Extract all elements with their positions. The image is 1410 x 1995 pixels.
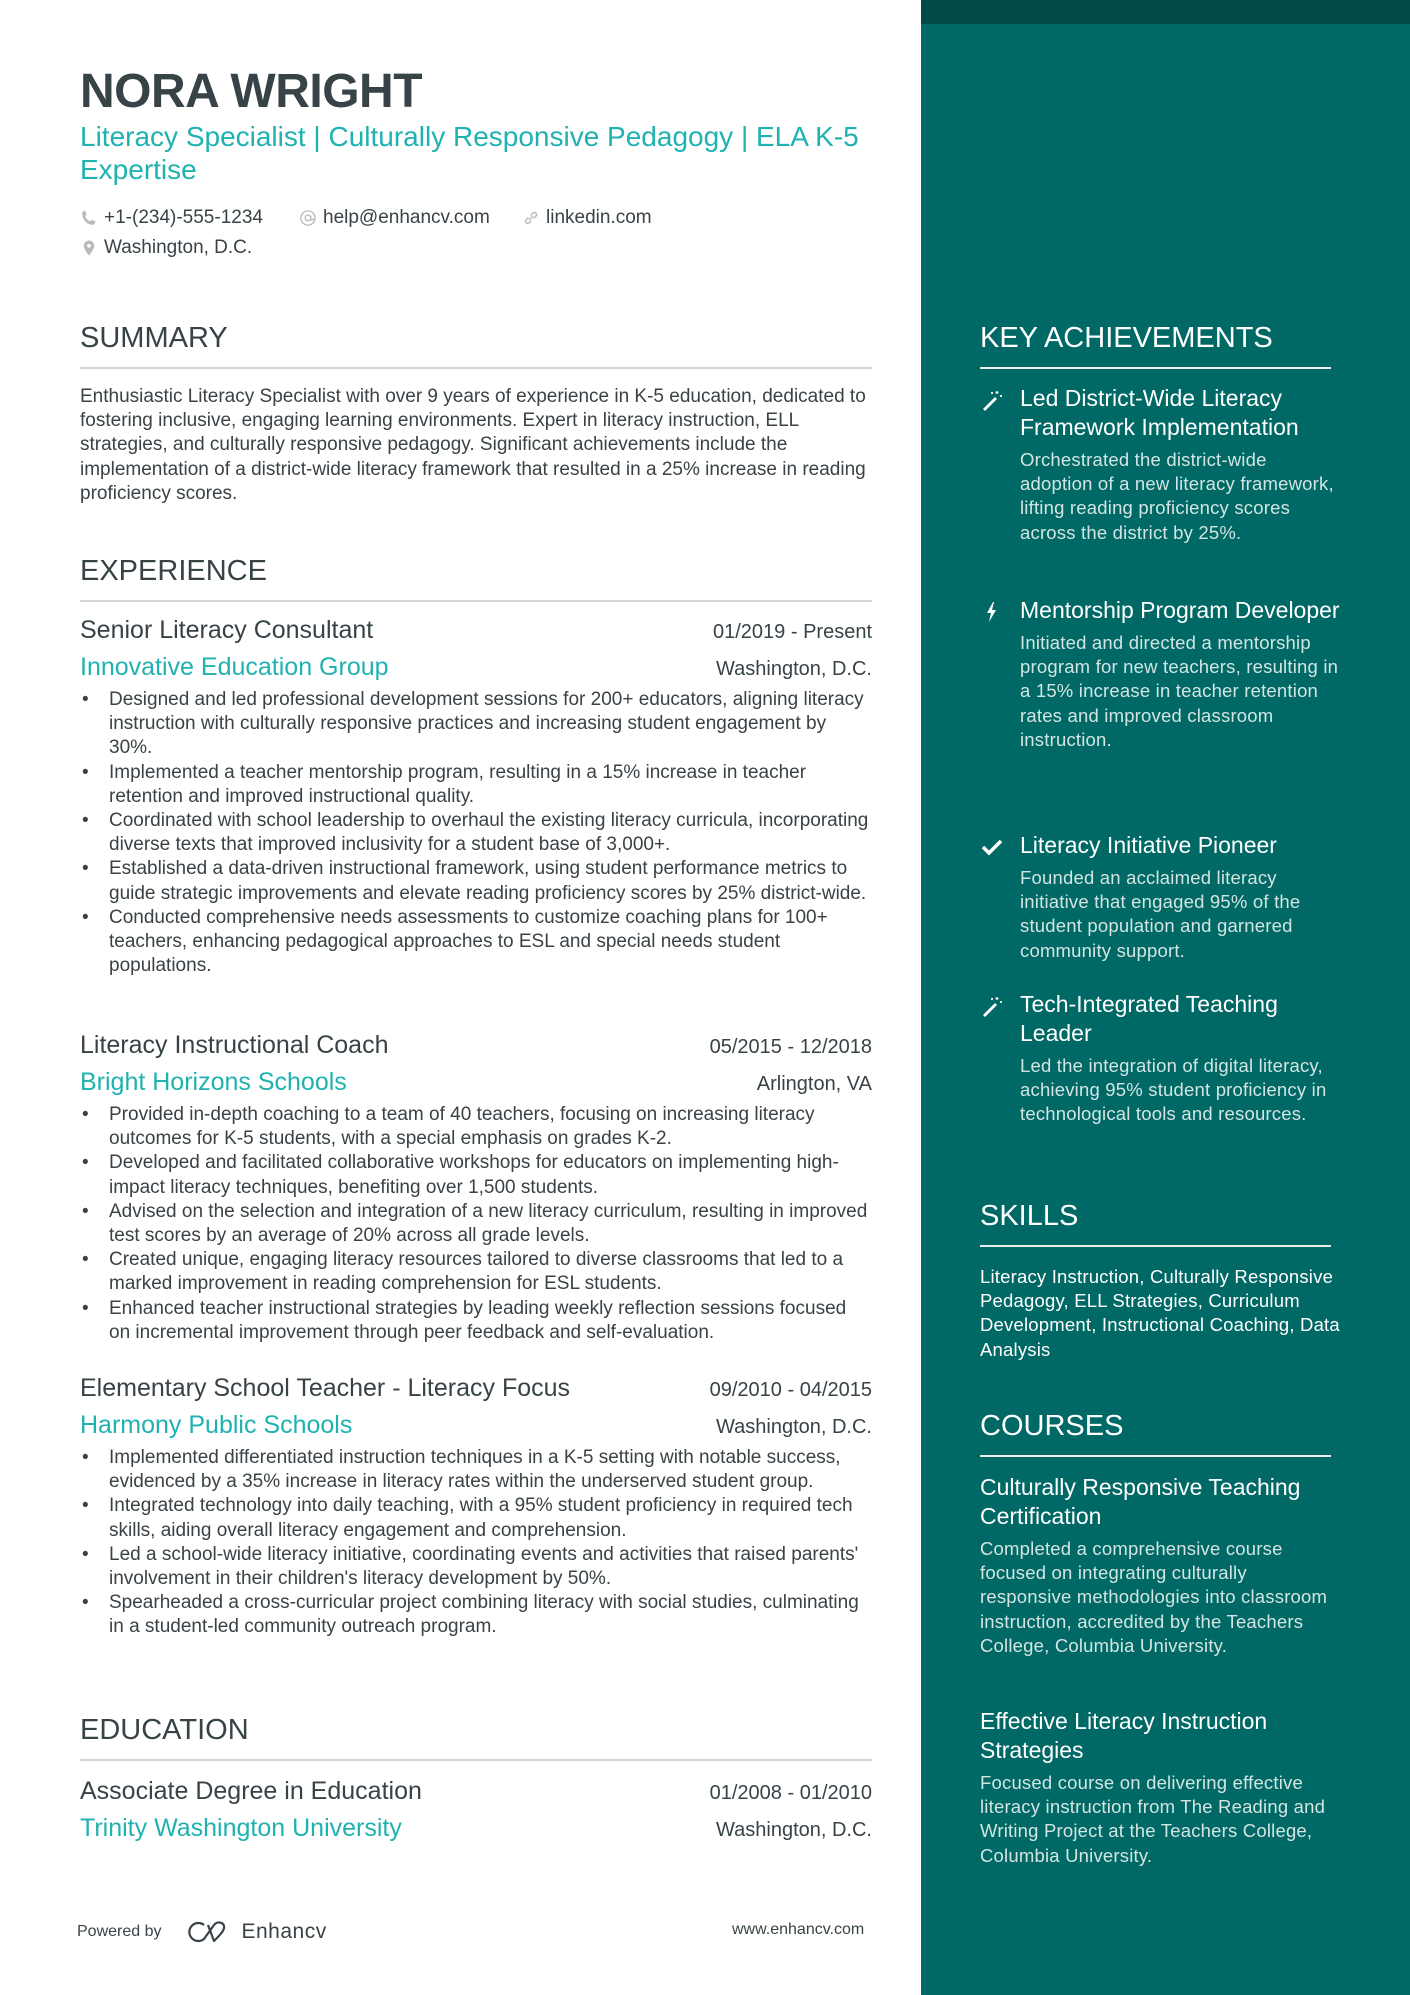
course-description: Focused course on delivering effective literacy instruction from The Reading and Writing Project at the Teachers College, Columbia University. xyxy=(980,1772,1326,1866)
job-dates: 01/2019 - Present xyxy=(713,621,872,643)
education-dates: 01/2008 - 01/2010 xyxy=(709,1782,872,1804)
job-company-row xyxy=(80,653,872,682)
link-icon xyxy=(522,209,540,227)
achievement-item xyxy=(980,384,1340,545)
education-heading: EDUCATION xyxy=(80,1714,872,1761)
company-name: Harmony Public Schools xyxy=(80,1411,353,1439)
bullet-item: • Spearheaded a cross-curricular project combining literacy with social studies, culminating in a student-led community outreach program. xyxy=(80,1591,872,1639)
job-header-row xyxy=(80,616,872,645)
degree: Associate Degree in Education xyxy=(80,1777,422,1805)
achievement-title: Literacy Initiative Pioneer xyxy=(1020,832,1277,858)
education-entry xyxy=(80,1777,872,1843)
footer-branding[interactable] xyxy=(77,1919,327,1945)
achievement-title: Tech-Integrated Teaching Leader xyxy=(1020,991,1278,1046)
bullet-item: • Provided in-depth coaching to a team of 40 teachers, focusing on increasing literacy outcomes for K-5 students, with a special emphasis on grades K-2. xyxy=(80,1103,872,1151)
achievement-title: Mentorship Program Developer xyxy=(1020,597,1340,623)
email-text: help@enhancv.com xyxy=(323,207,490,228)
course-item xyxy=(980,1473,1335,1658)
course-title: Effective Literacy Instruction Strategies xyxy=(980,1708,1268,1763)
candidate-name: NORA WRIGHT xyxy=(80,65,423,118)
courses-heading: COURSES xyxy=(980,1410,1331,1457)
achievement-item xyxy=(980,596,1340,752)
bullet-item: • Enhanced teacher instructional strategies by leading weekly reflection sessions focused on incremental improvement through peer feedback and self-evaluation. xyxy=(80,1297,872,1345)
contact-email[interactable] xyxy=(299,207,490,229)
job-bullets xyxy=(80,688,872,978)
achievement-item xyxy=(980,831,1340,963)
experience-heading: EXPERIENCE xyxy=(80,555,872,602)
location-text: Washington, D.C. xyxy=(104,237,253,258)
footer-website[interactable]: www.enhancv.com xyxy=(732,1921,865,1938)
achievement-description: Led the integration of digital literacy, achieving 95% student proficiency in technological tools and resources. xyxy=(1020,1055,1327,1125)
magic-wand-icon xyxy=(980,388,1004,412)
job-dates: 09/2010 - 04/2015 xyxy=(709,1379,872,1401)
summary-heading: SUMMARY xyxy=(80,322,872,369)
sidebar-top-band xyxy=(921,0,1410,24)
skills-text: Literacy Instruction, Culturally Responsive Pedagogy, ELL Strategies, Curriculum Development, Instructional Coaching, Data Analysis xyxy=(980,1266,1340,1360)
job-title: Elementary School Teacher - Literacy Focus xyxy=(80,1374,571,1402)
job-company-row xyxy=(80,1068,872,1097)
bullet-item: • Led a school-wide literacy initiative, coordinating events and activities that raised parents' involvement in their children's literacy development by 50%. xyxy=(80,1543,872,1591)
contact-phone[interactable] xyxy=(80,207,263,229)
company-name: Bright Horizons Schools xyxy=(80,1068,347,1096)
job-location: Arlington, VA xyxy=(756,1073,872,1095)
achievements-heading: KEY ACHIEVEMENTS xyxy=(980,322,1331,369)
bullet-item: • Created unique, engaging literacy resources tailored to diverse classrooms that led to a marked improvement in reading comprehension for ESL students. xyxy=(80,1248,872,1296)
job-header-row xyxy=(80,1031,872,1060)
course-title: Culturally Responsive Teaching Certification xyxy=(980,1474,1301,1529)
achievement-title: Led District-Wide Literacy Framework Implementation xyxy=(1020,385,1299,440)
achievement-description: Orchestrated the district-wide adoption of a new literacy framework, lifting reading proficiency scores across the district by 25%. xyxy=(1020,449,1334,543)
job-location: Washington, D.C. xyxy=(716,1416,872,1438)
checkmark-icon xyxy=(980,835,1004,859)
skills-heading: SKILLS xyxy=(980,1200,1331,1247)
achievement-description: Founded an acclaimed literacy initiative that engaged 95% of the student population and garnered community support. xyxy=(1020,867,1301,961)
enhancv-logo-icon xyxy=(188,1919,234,1945)
summary-text: Enthusiastic Literacy Specialist with over 9 years of experience in K-5 education, dedicated to fostering inclusive, engaging learning environments. Expert in literacy instruction, ELL strategies, and culturally responsive pedagogy. Significant achievements include the implementation of a district-wide literacy framework that resulted in a 25% increase in reading proficiency scores. xyxy=(80,386,866,504)
job-bullets xyxy=(80,1103,872,1345)
job-company-row xyxy=(80,1411,872,1440)
bullet-item: • Coordinated with school leadership to overhaul the existing literacy curricula, incorporating diverse texts that improved inclusivity for a student base of 3,000+. xyxy=(80,809,872,857)
job-entry xyxy=(80,1031,872,1345)
company-name: Innovative Education Group xyxy=(80,653,389,681)
job-header-row xyxy=(80,1374,872,1403)
lightning-bolt-icon xyxy=(980,600,1004,624)
job-bullets xyxy=(80,1446,872,1640)
education-location: Washington, D.C. xyxy=(716,1819,872,1841)
bullet-item: • Implemented differentiated instruction techniques in a K-5 setting with notable success, evidenced by a 35% increase in literacy rates within the underserved student group. xyxy=(80,1446,872,1494)
job-entry xyxy=(80,1374,872,1640)
bullet-item: • Implemented a teacher mentorship program, resulting in a 15% increase in teacher retention and improved instructional quality. xyxy=(80,761,872,809)
course-item xyxy=(980,1707,1335,1868)
contact-location xyxy=(80,237,252,259)
school: Trinity Washington University xyxy=(80,1814,402,1842)
achievement-description: Initiated and directed a mentorship program for new teachers, resulting in a 15% increase in teacher retention rates and improved classroom instruction. xyxy=(1020,632,1339,750)
magic-wand-icon xyxy=(980,994,1004,1018)
bullet-item: • Advised on the selection and integration of a new literacy curriculum, resulting in improved test scores by an average of 20% across all grade levels. xyxy=(80,1200,872,1248)
bullet-item: • Conducted comprehensive needs assessments to customize coaching plans for 100+ teachers, enhancing pedagogical approaches to ESL and special needs student populations. xyxy=(80,906,872,979)
phone-text: +1-(234)-555-1234 xyxy=(104,207,263,228)
bullet-item: • Established a data-driven instructional framework, using student performance metrics to guide strategic improvements and elevate reading proficiency scores by 25% district-wide. xyxy=(80,857,872,905)
at-icon xyxy=(299,209,317,227)
bullet-item: • Developed and facilitated collaborative workshops for educators on implementing high-impact literacy techniques, benefiting over 1,500 students. xyxy=(80,1151,872,1199)
course-description: Completed a comprehensive course focused on integrating culturally responsive methodologies into classroom instruction, accredited by the Teachers College, Columbia University. xyxy=(980,1538,1328,1656)
job-title: Senior Literacy Consultant xyxy=(80,616,374,644)
job-location: Washington, D.C. xyxy=(716,658,872,680)
location-pin-icon xyxy=(80,239,98,257)
enhancv-logo-text: Enhancv xyxy=(241,1920,327,1943)
link-text: linkedin.com xyxy=(546,207,652,228)
job-title: Literacy Instructional Coach xyxy=(80,1031,389,1059)
powered-by-label: Powered by xyxy=(77,1923,162,1940)
contact-link[interactable] xyxy=(522,207,652,229)
job-dates: 05/2015 - 12/2018 xyxy=(709,1036,872,1058)
bullet-item: • Designed and led professional development sessions for 200+ educators, aligning literacy instruction with culturally responsive practices and increasing student engagement by 30%. xyxy=(80,688,872,761)
phone-icon xyxy=(80,209,98,227)
candidate-title: Literacy Specialist | Culturally Responsive Pedagogy | ELA K-5 Expertise xyxy=(80,121,859,185)
bullet-item: • Integrated technology into daily teaching, with a 95% student proficiency in required tech skills, aiding overall literacy engagement and comprehension. xyxy=(80,1494,872,1542)
achievement-item xyxy=(980,990,1340,1127)
job-entry xyxy=(80,616,872,978)
